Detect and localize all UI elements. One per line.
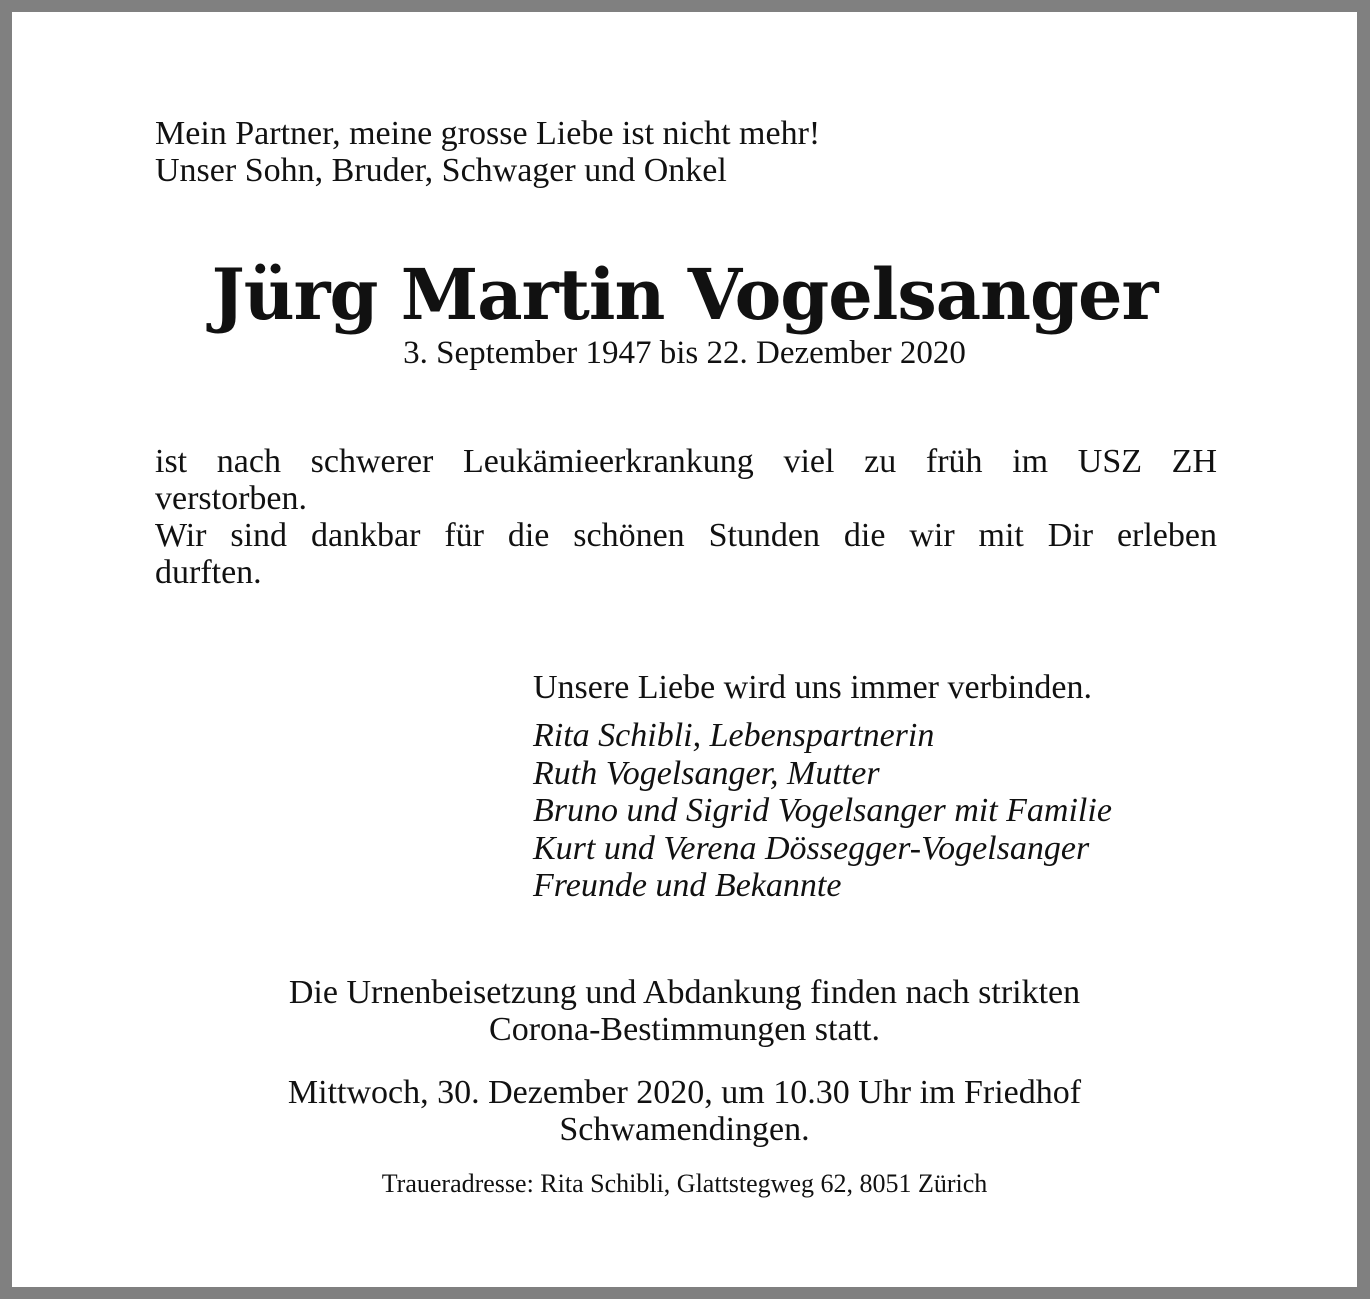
intro-text xyxy=(155,115,820,189)
message-line: durften. xyxy=(155,554,262,591)
mourner-name: Bruno und Sigrid Vogelsanger mit Familie xyxy=(533,792,1112,829)
ceremony-notice xyxy=(12,974,1357,1048)
ceremony-line: Corona-Bestimmungen statt. xyxy=(489,1011,880,1048)
obituary-page xyxy=(12,12,1357,1287)
ceremony-line: Die Urnenbeisetzung und Abdankung finden nach strikten xyxy=(288,974,1081,1011)
life-dates: 3. September 1947 bis 22. Dezember 2020 xyxy=(403,335,966,371)
message-text xyxy=(155,443,1217,591)
closing-line: Unsere Liebe wird uns immer verbinden. xyxy=(533,669,1092,706)
mourner-name: Rita Schibli, Lebenspartnerin xyxy=(533,717,935,754)
ceremony-date xyxy=(12,1074,1357,1148)
deceased-name: Jürg Martin Vogelsanger xyxy=(211,253,1158,336)
intro-line: Mein Partner, meine grosse Liebe ist nicht mehr! xyxy=(155,115,821,152)
ceremony-date-line: Schwamendingen. xyxy=(559,1111,810,1148)
mourner-name: Freunde und Bekannte xyxy=(533,867,842,904)
message-line: Wir sind dankbar für die schönen Stunden die wir mit Dir erleben xyxy=(155,517,1217,554)
message-line: ist nach schwerer Leukämieerkrankung viel zu früh im USZ ZH xyxy=(155,443,1217,480)
mourning-address: Traueradresse: Rita Schibli, Glattstegweg 62, 8051 Zürich xyxy=(381,1169,988,1198)
mourner-name: Ruth Vogelsanger, Mutter xyxy=(533,754,880,792)
mourners-block xyxy=(533,668,1112,905)
ceremony-date-line: Mittwoch, 30. Dezember 2020, um 10.30 Uhr im Friedhof xyxy=(287,1074,1082,1111)
intro-line: Unser Sohn, Bruder, Schwager und Onkel xyxy=(155,152,727,189)
message-line: verstorben. xyxy=(155,480,308,517)
mourner-name: Kurt und Verena Dössegger-Vogelsanger xyxy=(533,829,1090,867)
